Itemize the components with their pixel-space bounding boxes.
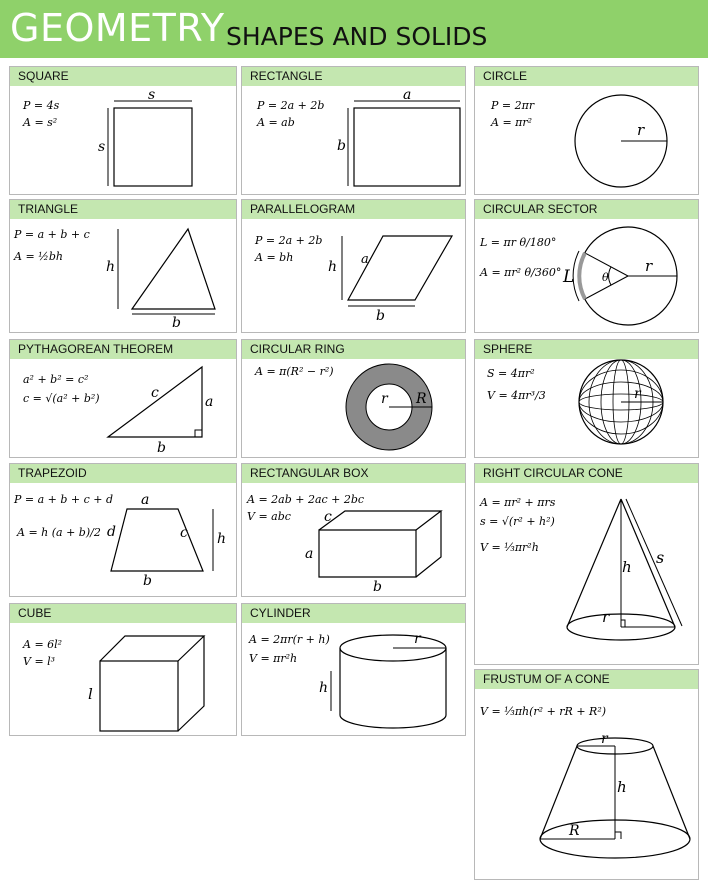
formula-slant: s = √(r² + h²): [480, 515, 555, 528]
formula-arc-length: L = πr θ/180°: [480, 236, 557, 249]
formula-hypotenuse: c = √(a² + b²): [23, 392, 100, 405]
label-b: b: [172, 315, 181, 331]
formula-volume: V = ⅓πh(r² + rR + R²): [480, 705, 607, 718]
card-rectangular-box: [241, 463, 466, 597]
label-b: b: [376, 308, 385, 324]
parallelogram-figure: [242, 219, 465, 332]
label-b: b: [143, 573, 152, 589]
formula-perimeter: P = a + b + c + d: [14, 493, 114, 506]
formula-area: A = ab: [257, 116, 295, 129]
label-a: a: [305, 546, 314, 562]
label-a: a: [141, 492, 150, 508]
label-c: c: [151, 385, 159, 401]
label-l: l: [88, 685, 93, 703]
formula-perimeter: P = 2a + 2b: [257, 99, 325, 112]
frustum-figure: [475, 689, 698, 879]
rectangle-figure: [242, 86, 465, 194]
label-r: r: [414, 631, 421, 647]
label-b: b: [373, 579, 382, 595]
circle-figure: [475, 86, 698, 194]
cone-figure: [475, 483, 698, 664]
formula-area: A = bh: [255, 251, 294, 264]
label-h: h: [217, 531, 227, 547]
label-r: r: [602, 608, 610, 626]
label-h: h: [106, 259, 116, 275]
card-trapezoid: [9, 463, 237, 597]
card-title: SQUARE: [10, 67, 236, 86]
sector-figure: [475, 219, 698, 332]
card-title: RIGHT CIRCULAR CONE: [475, 464, 698, 483]
label-d: d: [107, 524, 116, 540]
label-r: r: [601, 731, 608, 747]
label-R: R: [569, 823, 580, 839]
label-a: a: [205, 394, 214, 410]
cylinder-figure: [242, 623, 465, 735]
card-cylinder: [241, 603, 466, 736]
label-b: b: [337, 138, 346, 154]
triangle-figure: [10, 219, 236, 332]
card-title: RECTANGLE: [242, 67, 465, 86]
card-sphere: [474, 339, 699, 458]
card-title: CUBE: [10, 604, 236, 623]
formula-area: A = s²: [23, 116, 58, 129]
card-circular-ring: [241, 339, 466, 458]
label-L: L: [563, 267, 575, 287]
label-h: h: [622, 558, 632, 576]
card-square: [9, 66, 237, 195]
formula-area: A = h (a + b)/2: [17, 526, 101, 539]
formula-area: A = π(R² − r²): [255, 365, 334, 378]
label-r: r: [634, 386, 641, 402]
label-b: b: [157, 440, 166, 456]
label-c: c: [324, 509, 332, 525]
formula-area: A = 6l²: [23, 638, 63, 651]
label-h: h: [617, 778, 627, 796]
card-title: FRUSTUM OF A CONE: [475, 670, 698, 689]
formula-area: A = πr²: [491, 116, 533, 129]
label-h: h: [319, 680, 329, 696]
label-c: c: [180, 525, 188, 541]
formula-volume: V = l³: [23, 655, 56, 668]
card-circular-sector: [474, 199, 699, 333]
formula-area: A = 2πr(r + h): [249, 633, 330, 646]
trapezoid-figure: [10, 483, 236, 596]
formula-surface: S = 4πr²: [487, 367, 535, 380]
card-parallelogram: [241, 199, 466, 333]
card-title: SPHERE: [475, 340, 698, 359]
card-frustum-of-a-cone: [474, 669, 699, 880]
sphere-figure: [475, 359, 698, 457]
cube-figure: [10, 623, 236, 735]
formula-pythagoras: a² + b² = c²: [23, 373, 89, 386]
formula-volume: V = abc: [247, 510, 291, 523]
ring-figure: [242, 359, 465, 457]
formula-perimeter: P = 2a + 2b: [255, 234, 323, 247]
card-title: PARALLELOGRAM: [242, 200, 465, 219]
label-a: a: [361, 252, 369, 267]
card-title: RECTANGULAR BOX: [242, 464, 465, 483]
box-figure: [242, 483, 465, 596]
card-circle: [474, 66, 699, 195]
card-right-circular-cone: [474, 463, 699, 665]
card-cube: [9, 603, 237, 736]
formula-perimeter: P = a + b + c: [14, 228, 90, 241]
card-pythagorean-theorem: [9, 339, 237, 458]
card-title: CYLINDER: [242, 604, 465, 623]
formula-area: A = 2ab + 2ac + 2bc: [247, 493, 365, 506]
formula-area: A = ½bh: [14, 250, 63, 263]
label-r: r: [637, 121, 645, 139]
formula-volume: V = ⅓πr²h: [480, 541, 539, 554]
card-title: CIRCULAR SECTOR: [475, 200, 698, 219]
card-title: TRAPEZOID: [10, 464, 236, 483]
page-header: [0, 0, 708, 58]
formula-perimeter: P = 4s: [23, 99, 60, 112]
square-figure: [10, 86, 236, 194]
label-r: r: [381, 391, 388, 407]
label-R: R: [416, 391, 427, 407]
card-title: TRIANGLE: [10, 200, 236, 219]
card-title: PYTHAGOREAN THEOREM: [10, 340, 236, 359]
formula-volume: V = πr²h: [249, 652, 298, 665]
formula-volume: V = 4πr³/3: [487, 389, 546, 402]
card-rectangle: [241, 66, 466, 195]
label-s: s: [148, 87, 156, 103]
label-a: a: [403, 87, 412, 103]
card-title: CIRCULAR RING: [242, 340, 465, 359]
label-h: h: [328, 259, 338, 275]
page-subtitle: SHAPES AND SOLIDS: [226, 22, 488, 51]
formula-area: A = πr² + πrs: [480, 496, 556, 509]
label-s: s: [656, 548, 665, 567]
card-triangle: [9, 199, 237, 333]
right-triangle-figure: [10, 359, 236, 457]
label-s: s: [98, 139, 106, 155]
card-title: CIRCLE: [475, 67, 698, 86]
label-theta: θ: [602, 271, 609, 284]
label-r: r: [645, 257, 653, 275]
page-title: GEOMETRY: [10, 6, 225, 50]
formula-perimeter: P = 2πr: [491, 99, 535, 112]
formula-area: A = πr² θ/360°: [480, 266, 562, 279]
